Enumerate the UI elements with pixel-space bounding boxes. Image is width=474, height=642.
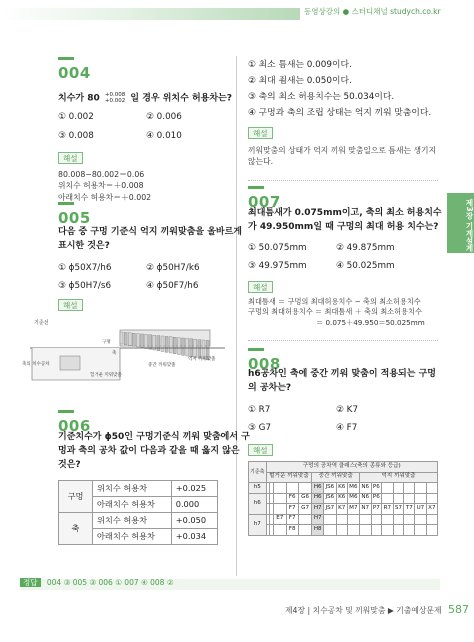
q008-cell: JS6 — [324, 483, 337, 494]
q008-cell: M6 — [347, 483, 359, 494]
q008-cell — [359, 525, 371, 536]
q006-solution-line: 끼워맞춤의 상태가 억지 끼워 맞춤일으로 틈새는 생기지 — [248, 146, 437, 155]
answer-label: 정답 — [20, 578, 41, 587]
q006-cell: 아래치수 허용차 — [93, 529, 172, 545]
q004-number: 004 — [58, 64, 91, 82]
q008-axis-cell: h5 — [249, 483, 267, 494]
q008-cell — [415, 493, 426, 504]
q004-text-a: 치수가 80 — [58, 93, 100, 104]
q008-cell — [273, 483, 286, 494]
q008-axis-cell: h6 — [249, 493, 267, 514]
q007-solution-line: 최대틈새 ＝ 구멍의 최대허용치수 − 축의 최소허용치수 — [248, 297, 421, 306]
q008-cell: F6 — [286, 493, 298, 504]
q005-option-1: ① ϕ50X7/h6 — [58, 263, 112, 273]
fig-label-interference-fit: 억지 끼워맞춤 — [188, 357, 216, 362]
tolerance-bar — [120, 332, 123, 344]
q008-cell — [426, 483, 437, 494]
page-footer — [285, 603, 469, 618]
q006-cell: +0.050 — [171, 513, 217, 529]
q008-cell: X7 — [426, 504, 437, 515]
divider — [248, 180, 438, 181]
q008-cell — [393, 525, 404, 536]
q006-option-3: ③ 축의 최소 허용치수는 50.034이다. — [248, 92, 395, 102]
fig-label-transition-fit: 중간 끼워맞춤 — [148, 363, 176, 368]
q008-cell — [298, 483, 312, 494]
q008-question-line: h6공차인 축에 중간 끼워 맞춤이 적용되는 구멍 — [248, 369, 436, 379]
q004-text-b: 일 경우 위치수 허용차는? — [130, 93, 232, 104]
q007-option-4: ④ 50.025mm — [336, 261, 395, 271]
q008-head-clearance: 헐거운 끼워맞춤 — [266, 472, 312, 483]
q008-cell — [382, 483, 393, 494]
q007-question-line: 최대틈새가 0.075mm이고, 축의 최소 허용치수 — [248, 208, 442, 218]
q008-cell — [371, 514, 382, 525]
q008-cell — [393, 514, 404, 525]
q008-cell: F7 — [286, 514, 298, 525]
q006-question — [58, 431, 250, 473]
q008-cell: H8 — [312, 525, 324, 536]
q007-option-2: ② 49.875mm — [336, 243, 395, 253]
q008-table-row — [249, 483, 438, 494]
q006-cell: +0.034 — [171, 529, 217, 545]
q005-option-4: ④ ϕ50F7/h6 — [146, 281, 199, 291]
q008-cell: R7 — [382, 504, 393, 515]
tolerance-bar — [177, 338, 180, 355]
divider — [248, 340, 438, 341]
q007-number: 007 — [248, 193, 281, 211]
q006-option-1: ① 최소 틈새는 0.009이다. — [248, 60, 352, 70]
q008-cell — [273, 504, 286, 515]
fig-label-shaft: 축 — [112, 351, 117, 356]
q008-option-3: ③ G7 — [248, 423, 272, 433]
q008-table-row — [249, 493, 438, 504]
q008-table-row — [249, 514, 438, 525]
tolerance-bar — [157, 336, 160, 351]
q008-option-1: ① R7 — [248, 405, 271, 415]
q008-cell: P6 — [371, 483, 382, 494]
q004-solution-line: 아래치수 허용차＝＋0.002 — [58, 192, 152, 202]
q008-cell: M7 — [347, 504, 359, 515]
q008-cell — [347, 525, 359, 536]
top-header — [0, 0, 474, 26]
q008-head-interference: 억지 끼워맞춤 — [359, 472, 437, 483]
q008-cell — [382, 493, 393, 504]
q008-cell — [324, 514, 337, 525]
q005-option-3: ③ ϕ50H7/s6 — [58, 281, 112, 291]
q008-cell — [336, 514, 347, 525]
q004-option-3: ③ 0.008 — [58, 131, 94, 141]
column-divider — [236, 56, 237, 576]
q005-solution-badge: 해설 — [58, 299, 83, 311]
chapter-side-tab: 제3장 기계설계 — [447, 193, 474, 253]
q008-cell — [336, 525, 347, 536]
q008-cell: H6 — [312, 493, 324, 504]
q008-cell — [382, 514, 393, 525]
q008-cell: H6 — [312, 483, 324, 494]
q008-cell: K6 — [336, 493, 347, 504]
q008-cell — [359, 514, 371, 525]
q005-question-line: 표시한 것은? — [58, 240, 110, 251]
q006-question-line: 멍과 축의 공차 값이 다음과 같을 때 옳지 않은 — [58, 445, 240, 456]
q008-solution-badge: 해설 — [248, 444, 273, 456]
q008-cell: H7 — [312, 504, 324, 515]
q006-cell: 위치수 허용차 — [93, 513, 172, 529]
q008-number: 008 — [248, 355, 281, 373]
tolerance-bar — [173, 337, 176, 354]
q004-question — [58, 92, 232, 106]
q008-cell: JS6 — [324, 493, 337, 504]
tolerance-bar — [141, 334, 144, 348]
q005-number: 005 — [58, 209, 91, 227]
q008-option-4: ④ F7 — [336, 423, 358, 433]
q004-solution — [58, 169, 151, 203]
q008-cell: F8 — [286, 525, 298, 536]
tolerance-bar — [136, 334, 139, 347]
q005-question — [58, 226, 242, 254]
q006-cell: +0.025 — [171, 481, 217, 497]
q008-cell: T7 — [404, 504, 415, 515]
q006-cell: 아래치수 허용차 — [93, 497, 172, 513]
q008-cell: G6 — [298, 493, 312, 504]
q008-cell — [298, 514, 312, 525]
q008-cell: JS7 — [324, 504, 337, 515]
q008-cell — [371, 525, 382, 536]
q008-cell: G7 — [298, 504, 312, 515]
q008-cell: S7 — [393, 504, 404, 515]
q008-axis-cell: h7 — [249, 514, 267, 535]
q004-solution-line: 위치수 허용차＝＋0.008 — [58, 181, 144, 191]
q008-cell — [382, 525, 393, 536]
q008-cell: F7 — [286, 504, 298, 515]
q004-solution-line: 80.008−80.002＝0.06 — [58, 170, 145, 179]
q008-cell — [404, 483, 415, 494]
q008-cell: K6 — [336, 483, 347, 494]
q008-cell: E7 — [273, 514, 286, 525]
q007-solution-line: 구멍의 최대허용치수 ＝ 최대틈새 ＋ 축의 최소허용치수 — [248, 307, 422, 317]
q008-head-axis: 기준축 — [249, 462, 267, 483]
tolerance-bar — [124, 332, 127, 344]
q008-cell: P6 — [371, 493, 382, 504]
q008-cell: U7 — [415, 504, 426, 515]
tolerance-bar — [161, 336, 164, 352]
q008-cell — [298, 525, 312, 536]
answer-bar — [20, 578, 174, 588]
q008-cell — [415, 483, 426, 494]
q006-question-line: 기준치수가 ϕ50인 구멍기준식 끼워 맞춤에서 구 — [58, 432, 250, 442]
q004-option-2: ② 0.006 — [146, 112, 182, 122]
q007-option-1: ① 50.075mm — [248, 243, 307, 253]
q008-cell — [426, 493, 437, 504]
tolerance-bar — [182, 338, 185, 355]
tolerance-bar — [149, 335, 152, 349]
tolerance-bar — [132, 333, 135, 346]
q008-question — [248, 368, 436, 396]
q008-cell: P7 — [371, 504, 382, 515]
q008-cell — [415, 514, 426, 525]
q008-cell: K7 — [336, 504, 347, 515]
q008-cell — [393, 493, 404, 504]
q008-cell — [426, 525, 437, 536]
q008-cell: N6 — [359, 483, 371, 494]
q008-cell: H7 — [312, 514, 324, 525]
q008-cell — [286, 483, 298, 494]
fig-label-clearance-fit: 헐거운 끼워맞춤 — [90, 373, 122, 378]
q008-cell: M6 — [347, 493, 359, 504]
tolerance-bar — [165, 336, 168, 352]
q006-question-line: 것은? — [58, 459, 81, 470]
q008-table-row — [249, 504, 438, 515]
q004-upper-tolerance: +0.008 — [104, 92, 126, 98]
q004-option-4: ④ 0.010 — [146, 131, 182, 141]
q007-question-line: 가 49.950mm일 때 구멍의 최대 허용 치수는? — [248, 221, 439, 232]
q008-cell — [324, 525, 337, 536]
q008-cell — [393, 483, 404, 494]
q008-question-line: 의 공차는? — [248, 382, 292, 393]
q005-question-line: 다음 중 구멍 기준식 억지 끼워맞춤을 올바르게 — [58, 227, 242, 237]
q004-lower-tolerance: +0.002 — [104, 98, 126, 105]
fit-diagram-svg — [20, 318, 234, 388]
q005-option-2: ② ϕ50H7/k6 — [146, 263, 200, 273]
q008-cell — [273, 525, 286, 536]
q008-table-row — [249, 525, 438, 536]
q006-solution — [248, 145, 436, 168]
q006-option-2: ② 최대 죔새는 0.050이다. — [248, 76, 352, 86]
q008-cell — [404, 525, 415, 536]
tolerance-bar — [169, 337, 172, 353]
brand-text: 동영상강의 ● 스터디채널 studych.co.kr — [304, 7, 441, 16]
header-gradient-bar — [0, 8, 300, 20]
tolerance-bar — [186, 338, 189, 356]
q006-tolerance-table — [58, 480, 218, 545]
fig-label-shaft-tolerance: 축의 치수공차 — [22, 362, 50, 367]
q008-head-title: 구멍의 공차역 클래스(축의 종류와 등급) — [266, 462, 438, 473]
q008-cell — [404, 514, 415, 525]
q006-cell: 0.000 — [171, 497, 217, 513]
q006-option-4: ④ 구멍과 축의 조립 상태는 억지 끼워 맞춤이다. — [248, 108, 432, 118]
q008-cell: N7 — [359, 504, 371, 515]
q008-head-transition: 중간 끼워맞춤 — [312, 472, 360, 483]
fit-diagram — [20, 318, 234, 388]
q004-option-1: ① 0.002 — [58, 112, 94, 122]
q006-group-shaft: 축 — [59, 513, 93, 545]
tolerance-bar — [145, 334, 148, 348]
q006-cell: 위치수 허용차 — [93, 481, 172, 497]
q007-solution-badge: 해설 — [248, 281, 273, 293]
q008-cell — [415, 525, 426, 536]
tolerance-bar — [198, 340, 201, 359]
q007-solution — [248, 297, 425, 328]
q008-fit-table — [248, 461, 438, 536]
q008-cell — [426, 514, 437, 525]
q008-option-2: ② K7 — [336, 405, 359, 415]
q008-cell — [273, 493, 286, 504]
fig-label-hole: 구멍 — [102, 340, 111, 345]
q006-group-hole: 구멍 — [59, 481, 93, 513]
q006-solution-line: 않는다. — [248, 157, 274, 167]
q008-cell: N6 — [359, 493, 371, 504]
q006-number: 006 — [58, 417, 91, 435]
q004-solution-badge: 해설 — [58, 152, 83, 164]
footer-chapter: 제4장 | 치수공차 및 끼워맞춤 ▶ 기출예상문제 — [285, 606, 442, 615]
q007-question — [248, 207, 442, 235]
page-number: 587 — [447, 603, 469, 616]
q008-cell — [404, 493, 415, 504]
q007-option-3: ③ 49.975mm — [248, 261, 307, 271]
q008-cell — [347, 514, 359, 525]
tolerance-bar — [128, 333, 131, 346]
q007-solution-line: ＝ 0.075＋49.950＝50.025mm — [316, 317, 425, 327]
answer-text: 004 ③ 005 ③ 006 ① 007 ④ 008 ② — [46, 578, 174, 587]
q008-table-body — [249, 483, 438, 536]
q006-solution-badge: 해설 — [248, 127, 273, 139]
fig-label-baseline: 기준선 — [34, 320, 49, 326]
